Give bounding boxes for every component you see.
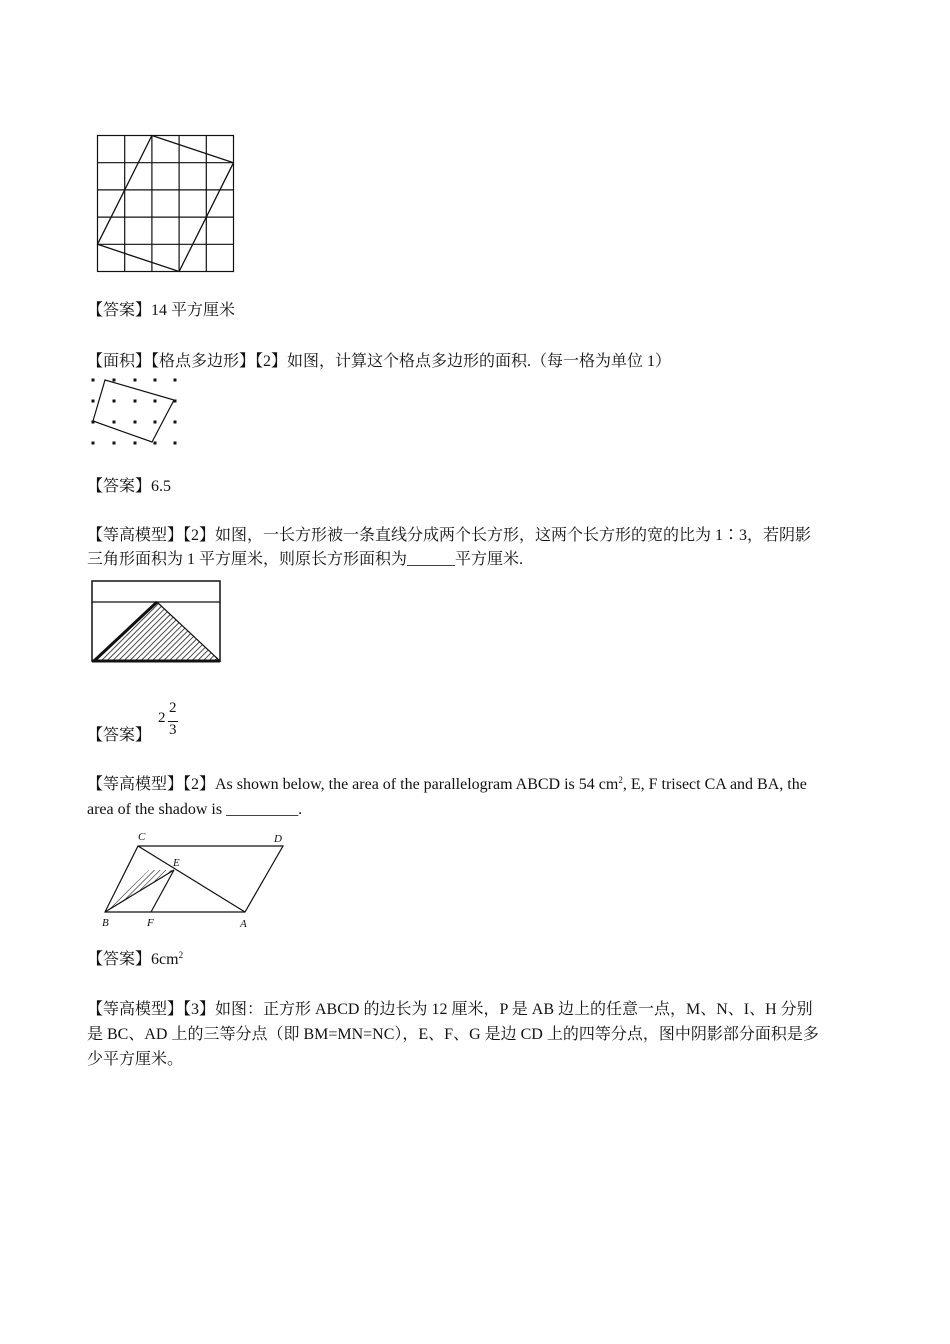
dot-grid-polygon-figure xyxy=(90,376,180,448)
grid-dot xyxy=(154,379,157,382)
grid-dot xyxy=(113,442,116,445)
grid-dot xyxy=(154,421,157,424)
rectangle-triangle-figure xyxy=(91,580,223,664)
q2-question: 【面积】【格点多边形】【2】如图，计算这个格点多边形的面积.（每一格为单位 1） xyxy=(87,353,672,370)
label-F: F xyxy=(147,917,154,929)
answer-label: 【答案】 xyxy=(87,302,152,319)
q3-answer-fraction xyxy=(158,700,188,744)
grid-dot xyxy=(134,379,137,382)
q3-question-line1: 【等高模型】【2】如图，一长方形被一条直线分成两个长方形，这两个长方形的宽的比为 1∶3，若阴影 xyxy=(87,527,812,544)
answer-value: 6.5 xyxy=(151,478,172,495)
label-E: E xyxy=(173,857,180,869)
q3-answer-label: 【答案】 xyxy=(87,727,152,744)
grid-dot xyxy=(134,442,137,445)
q4-answer: 【答案】$6cm^2$ xyxy=(87,950,184,968)
q3-question-line2: 三角形面积为 1 平方厘米，则原长方形面积为______平方厘米. xyxy=(87,551,524,568)
q5-line3: 少平方厘米。 xyxy=(87,1051,184,1068)
answer-blank: _________ xyxy=(226,801,299,818)
label-C: C xyxy=(138,831,146,843)
answer-label: 【答案】 xyxy=(87,478,152,495)
grid-parallelogram-figure xyxy=(97,135,235,273)
grid-dot xyxy=(134,421,137,424)
label-D: D xyxy=(274,833,282,845)
answer-blank: ______ xyxy=(407,551,456,568)
grid-dot xyxy=(174,379,177,382)
answer-label: 【答案】 xyxy=(87,951,152,968)
grid-dot xyxy=(174,421,177,424)
grid-dot xyxy=(134,400,137,403)
q4-question-line2: area of the shadow is _________. xyxy=(87,801,303,818)
grid-dot xyxy=(92,400,95,403)
q4-question-line1: 【等高模型】【2】As shown below, the area of the parallelogram ABCD is 54 $cm^2$, E, F trisect CA and BA, the xyxy=(87,775,807,793)
grid-dot xyxy=(154,400,157,403)
fraction-whole: 2 xyxy=(158,710,166,726)
label-B: B xyxy=(102,917,109,929)
q5-line1: 【等高模型】【3】如图：正方形 ABCD 的边长为 12 厘米，P 是 AB 边上的任意一点，M、N、I、H 分别 xyxy=(87,1001,813,1018)
grid-dot xyxy=(92,442,95,445)
q1-answer xyxy=(87,301,235,321)
grid-dot xyxy=(113,400,116,403)
fraction-numerator: 2 xyxy=(169,700,177,716)
answer-value: 14 平方厘米 xyxy=(151,302,236,319)
q5-line2: 是 BC、AD 上的三等分点（即 BM=MN=NC），E、F、G 是边 CD 上的四等分点，图中阴影部分面积是多 xyxy=(87,1026,819,1043)
grid-dot xyxy=(174,442,177,445)
q2-answer xyxy=(87,477,171,497)
parallelogram-abcd-figure xyxy=(98,830,298,932)
grid-dot xyxy=(113,421,116,424)
fraction-denominator: 3 xyxy=(169,722,177,738)
grid-dot xyxy=(154,442,157,445)
answer-value: 6cm xyxy=(151,951,179,968)
grid-dot xyxy=(113,379,116,382)
label-A: A xyxy=(240,918,247,930)
grid-dot xyxy=(92,379,95,382)
